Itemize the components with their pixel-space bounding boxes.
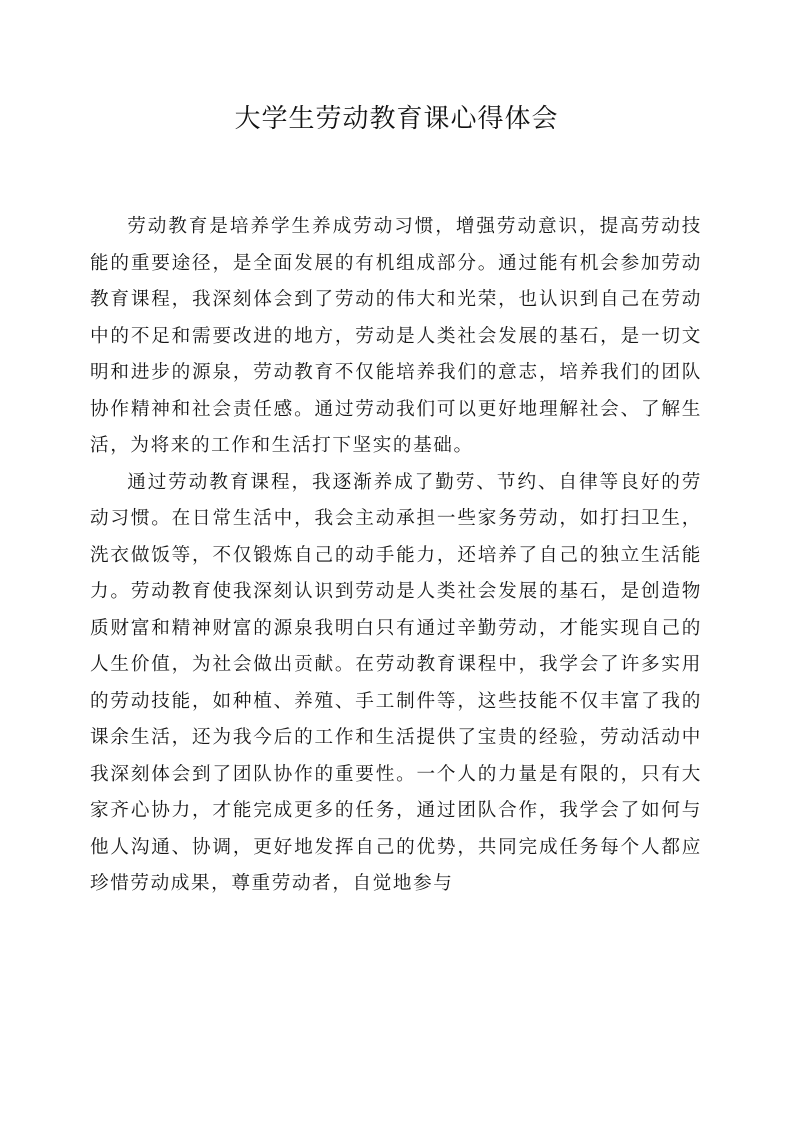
document-title: 大学生劳动教育课心得体会 [234, 104, 559, 134]
paragraph-2: 通过劳动教育课程，我逐渐养成了勤劳、节约、自律等良好的劳动习惯。在日常生活中，我会主动承担一些家务劳动，如打扫卫生，洗衣做饭等，不仅锻炼自己的动手能力，还培养了自己的独立生活能力。劳动教育使我深刻认识到劳动是人类社会发展的基石，是创造物质财富和精神财富的源泉我明白只有通过辛勤劳动，才能实现自己的人生价值，为社会做出贡献。在劳动教育课程中，我学会了许多实用的劳动技能，如种植、养殖、手工制件等，这些技能不仅丰富了我的课余生活，还为我今后的工作和生活提供了宝贵的经验，劳动活动中我深刻体会到了团队协作的重要性。一个人的力量是有限的，只有大家齐心协力，才能完成更多的任务，通过团队合作，我学会了如何与他人沟通、协调，更好地发挥自己的优势，共同完成任务每个人都应珍惜劳动成果，尊重劳动者，自觉地参与 [90, 471, 702, 894]
paragraph-1: 劳动教育是培养学生养成劳动习惯，增强劳动意识，提高劳动技能的重要途径，是全面发展的有机组成部分。通过能有机会参加劳动教育课程，我深刻体会到了劳动的伟大和光荣，也认识到自己在劳动中的不足和需要改进的地方，劳动是人类社会发展的基石，是一切文明和进步的源泉，劳动教育不仅能培养我们的意志，培养我们的团队协作精神和社会责任感。通过劳动我们可以更好地理解社会、了解生活，为将来的工作和生活打下坚实的基础。 [90, 216, 702, 456]
document-body [90, 209, 702, 903]
